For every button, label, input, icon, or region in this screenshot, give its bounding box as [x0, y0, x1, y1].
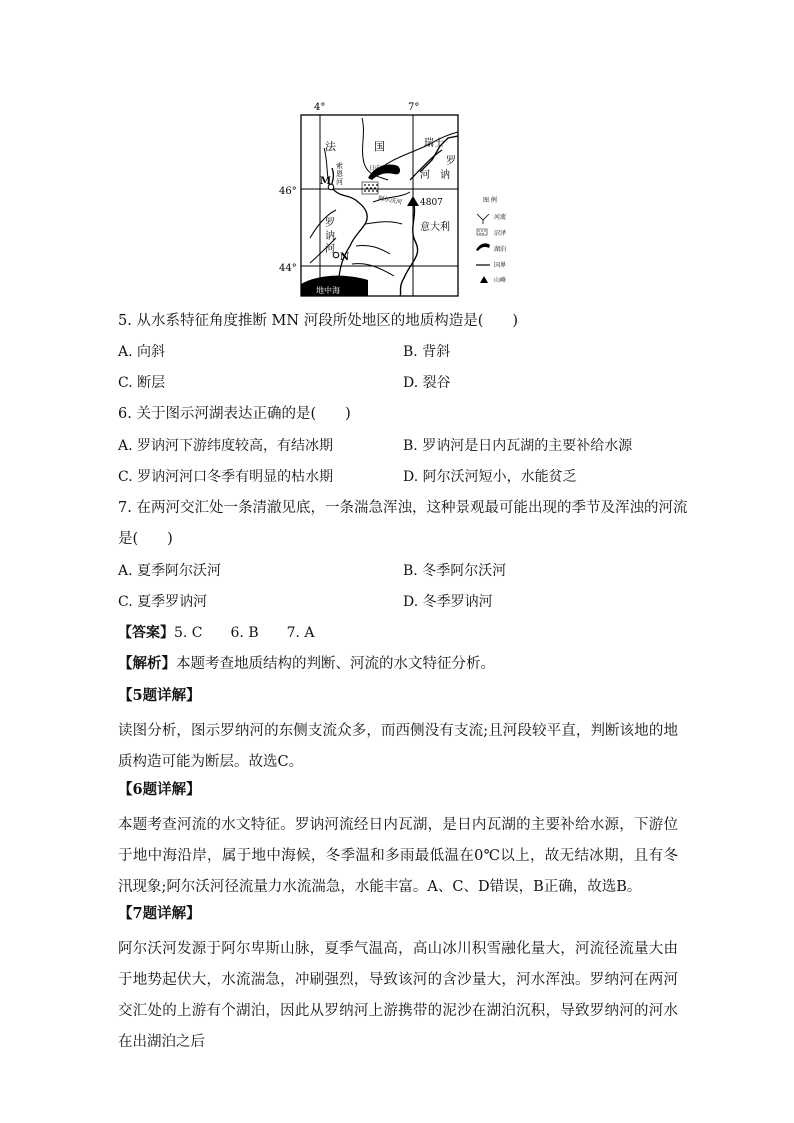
label-rhone-3: 河: [325, 244, 335, 255]
legend-lake: 湖泊: [494, 246, 507, 253]
label-saone-3: 河: [336, 178, 343, 186]
analysis-tag: 【解析】: [118, 655, 176, 672]
detail-7-text: 阿尔沃河发源于阿尔卑斯山脉，夏季气温高，高山冰川积雪融化量大，河流径流量大由于地势起伏大，水流湍急，冲刷强烈，导致该河的含沙量大，河水浑浊。罗纳河在两河交汇处的上游有个湖泊，因此从罗纳河上游携带的泥沙在湖泊沉积，导致罗纳河的河水在出湖泊之后: [118, 941, 678, 1050]
q6-option-b: B. 罗讷河是日内瓦湖的主要补给水源: [403, 438, 633, 454]
analysis-text: 本题考查地质结构的判断、河流的水文特征分析。: [176, 656, 495, 672]
legend-river-icon: [477, 214, 489, 224]
q5-option-a: A. 向斜: [118, 344, 166, 360]
legend-peak: 山峰: [494, 277, 507, 284]
answer-text: 5. C 6. B 7. A: [174, 625, 315, 641]
swamp-area: [362, 182, 378, 194]
q6-option-a: A. 罗讷河下游纬度较高，有结冰期: [118, 438, 334, 454]
q7-option-a: A. 夏季阿尔沃河: [118, 563, 222, 579]
q7-option-d: D. 冬季罗讷河: [403, 594, 493, 610]
label-luo-r: 罗: [446, 156, 456, 167]
label-rhone-2: 讷: [325, 231, 335, 242]
label-italy: 意大利: [420, 222, 450, 233]
lat-label-46: 46°: [279, 186, 297, 197]
detail-7-heading: 【7题详解】: [118, 905, 201, 922]
detail-5-text: 读图分析，图示罗纳河的东侧支流众多，而西侧没有支流;且河段较平直，判断该地的地质构造可能为断层。故选C。: [118, 723, 678, 770]
analysis-line: [118, 654, 495, 674]
river-isere: [365, 222, 402, 224]
legend-lake-icon: [476, 243, 490, 251]
legend-peak-icon: [480, 276, 488, 283]
map-figure: [270, 98, 530, 298]
label-guo: 国: [374, 140, 385, 153]
detail-6-heading: 【6题详解】: [118, 781, 201, 798]
lon-label-7: 7°: [408, 102, 420, 113]
legend-border: 国界: [494, 262, 507, 269]
legend-swamp: 沼泽: [494, 230, 507, 237]
river-drome: [356, 245, 390, 254]
question-7-stem-line2: 是( ): [118, 531, 173, 547]
border-fr-it: [400, 198, 418, 296]
lon-label-4: 4°: [314, 102, 326, 113]
answer-tag: 【答案】: [118, 625, 174, 641]
label-arve: 阿尔沃河: [377, 195, 403, 207]
detail-6-text: 本题考查河流的水文特征。罗讷河流经日内瓦湖，是日内瓦湖的主要补给水源，下游位于地中海沿岸，属于地中海候，冬季温和多雨最低温在0℃以上，故无结冰期，且有冬汛现象;阿尔沃河径流量力水流湍急，水能丰富。A、C、D错误，B正确，故选B。: [118, 817, 678, 895]
question-6-stem: 6. 关于图示河湖表达正确的是( ): [118, 406, 351, 422]
q7-option-b: B. 冬季阿尔沃河: [403, 563, 507, 579]
legend-swamp-icon: [477, 229, 487, 235]
question-5-stem: 5. 从水系特征角度推断 MN 河段所处地区的地质构造是( ): [118, 313, 519, 329]
q5-option-d: D. 裂谷: [403, 375, 451, 391]
q6-option-d: D. 阿尔沃河短小，水能贫乏: [403, 469, 577, 485]
peak-triangle: [407, 196, 419, 206]
detail-5-heading: 【5题详解】: [118, 687, 201, 704]
river-durance: [352, 264, 394, 276]
answer-line: [118, 623, 315, 643]
q6-option-c: C. 罗讷河河口冬季有明显的枯水期: [118, 469, 334, 485]
label-geneva-lake: 日内瓦湖: [369, 165, 394, 172]
question-7-stem-line1: 7. 在两河交汇处一条清澈见底，一条湍急浑浊，这种景观最可能出现的季节及浑浊的河流: [118, 500, 688, 516]
label-fa: 法: [325, 140, 336, 153]
q7-option-c: C. 夏季罗讷河: [118, 594, 208, 610]
label-saone-1: 索: [336, 162, 343, 170]
legend-river: 河流: [494, 214, 507, 221]
label-n: N: [340, 252, 350, 263]
label-he-r: 河: [420, 170, 430, 181]
q5-option-b: B. 背斜: [403, 344, 451, 360]
lat-label-44: 44°: [279, 263, 297, 274]
map-svg: [270, 98, 530, 298]
label-switzerland: 瑞士: [424, 138, 444, 149]
label-saone-2: 恩: [336, 170, 343, 178]
legend-title: 图 例: [483, 197, 497, 204]
label-na-r: 讷: [440, 170, 450, 181]
label-peak: 4807: [420, 198, 443, 208]
map-legend: [476, 196, 506, 284]
q5-option-c: C. 断层: [118, 375, 166, 391]
label-rhone-1: 罗: [325, 218, 335, 229]
label-m: M: [320, 176, 332, 187]
label-med: 地中海: [316, 286, 340, 295]
